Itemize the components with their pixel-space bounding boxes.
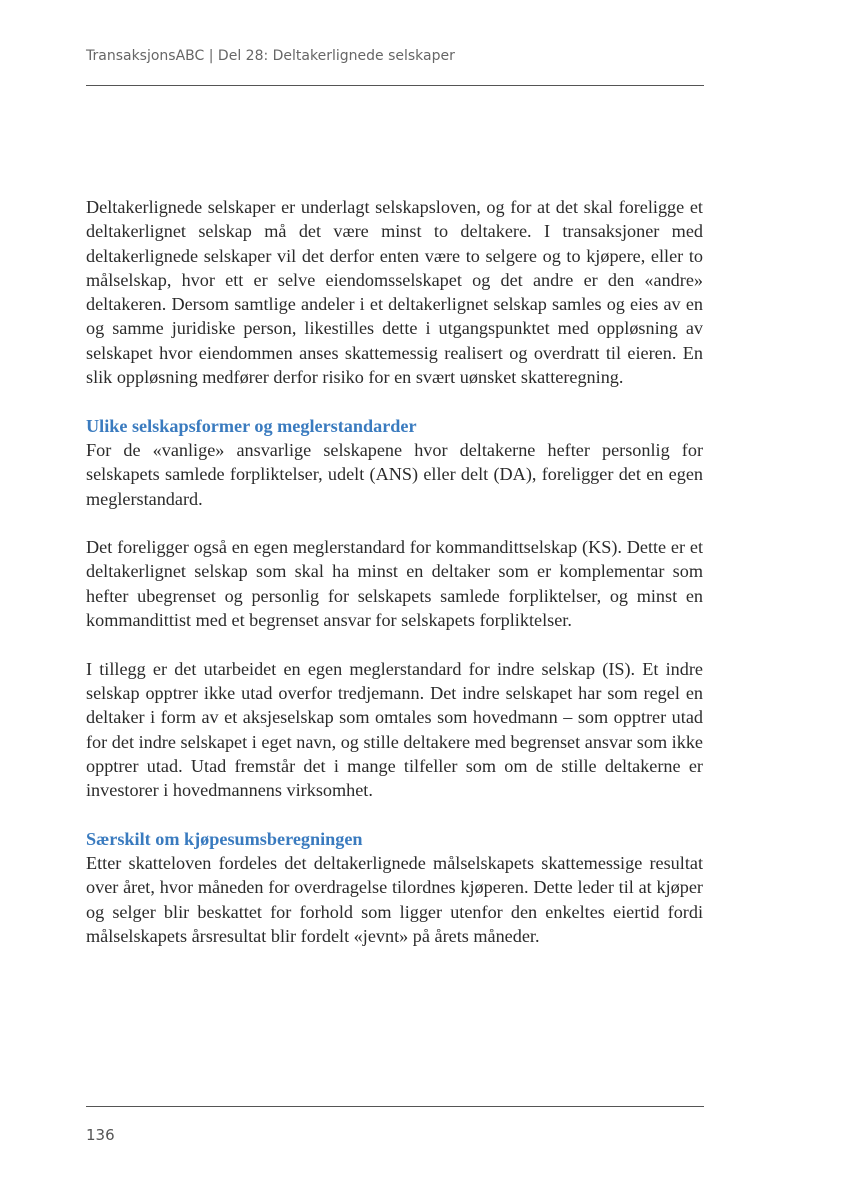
section-heading-kjopesum: Særskilt om kjøpesumsberegningen [86,828,363,849]
section-heading-selskapsformer: Ulike selskapsformer og meglerstandarder [86,415,417,436]
paragraph-kjopesum: Etter skatteloven fordeles det deltakerlignede målselskapets skattemessige resultat over året, hvor måneden for overdragelse tilordnes kjøperen. Dette leder til at kjøper og selger blir beskattet for forhold som ligger utenfor den enkeltes eiertid fordi målselskapets årsresultat blir fordelt «jevnt» på årets måneder. [86,853,703,946]
page-number: 136 [86,1126,115,1144]
paragraph-ks: Det foreligger også en egen meglerstandard for kommandittselskap (KS). Dette er et deltakerlignet selskap som skal ha minst en deltaker som er komplementar som hefter ubegrenset og personlig for selskapets samlede forpliktelser, og minst en kommandittist med et begrenset ansvar for selskapets forpliktelser. [86,537,703,631]
running-header: TransaksjonsABC | Del 28: Deltakerlignede selskaper [86,48,455,64]
footer-divider [86,1106,704,1107]
paragraph-ans-da: For de «vanlige» ansvarlige selskapene hvor deltakerne hefter personlig for selskapets samlede forpliktelser, udelt (ANS) eller delt (DA), foreligger det en egen meglerstandard. [86,439,703,509]
main-text [86,195,703,948]
intro-paragraph: Deltakerlignede selskaper er underlagt selskapsloven, og for at det skal foreligge et deltakerlignet selskap må det være minst to deltakere. I transaksjoner med deltakerlignede selskaper vil det derfor enten være to selgere og to kjøpere, eller to målselskap, hvor ett er selve eiendomsselskapet og det andre er den «andre» deltakeren. Dersom samtlige andeler i et deltakerlignet selskap samles og eies av en og samme juridiske person, likestilles dette i utgangspunktet med oppløsning av selskapet hvor eiendommen anses skattemessig realisert og overdratt til eieren. En slik oppløsning medfører derfor risiko for en svært uønsket skatteregning. [86,197,703,388]
paragraph-is: I tillegg er det utarbeidet en egen meglerstandard for indre selskap (IS). Et indre selskap opptrer ikke utad overfor tredjemann. Det indre selskapet har som regel en deltaker i form av et aksjeselskap som omtales som hovedmann – som opptrer utad for det indre selskapet i eget navn, og stille deltakere med begrenset ansvar som ikke opptrer utad. Utad fremstår det i mange tilfeller som om de stille deltakerne er investorer i hovedmannens virksomhet. [86,658,703,801]
header-divider [86,85,704,86]
